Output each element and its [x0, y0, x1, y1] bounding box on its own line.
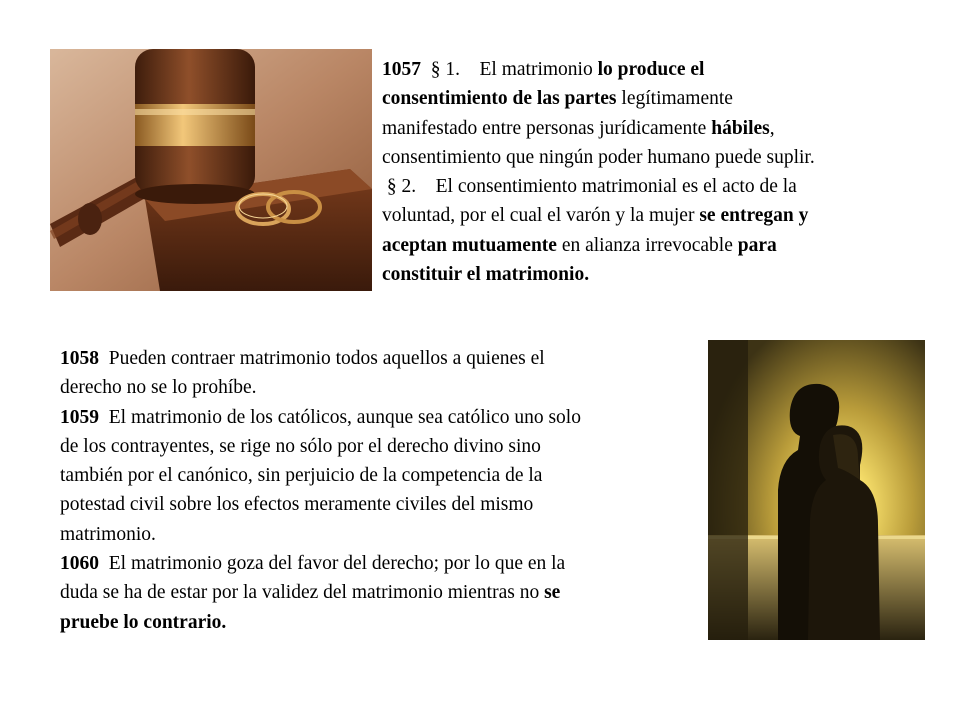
text-line	[382, 260, 815, 289]
bold-run: para	[737, 234, 777, 256]
bold-run: lo produce el	[597, 59, 705, 80]
bold-run: consentimiento de las partes	[382, 88, 617, 110]
text-line	[60, 403, 581, 432]
text-run: El matrimonio de los católicos, aunque sea católico uno solo	[99, 406, 581, 428]
bold-run: 1058	[60, 348, 99, 369]
text-line	[60, 432, 581, 461]
text-run: duda se ha de estar por la validez del matrimonio mientras no	[60, 582, 545, 604]
text-line	[382, 143, 815, 172]
text-line	[60, 520, 581, 549]
text-line	[60, 549, 581, 578]
text-run: Pueden contraer matrimonio todos aquellos a quienes el	[99, 348, 545, 369]
text-run: legítimamente	[616, 88, 733, 110]
text-line	[60, 344, 581, 373]
text-line	[60, 490, 581, 519]
text-run: El matrimonio goza del favor del derecho; por lo que en la	[99, 553, 566, 575]
text-line	[382, 201, 815, 230]
canons-1058-1060-text	[60, 344, 581, 637]
text-line	[382, 55, 815, 84]
bold-run: 1060	[60, 553, 99, 575]
text-line	[60, 608, 581, 637]
text-run: derecho no se lo prohíbe.	[60, 377, 257, 399]
text-line	[382, 114, 815, 143]
text-run: también por el canónico, sin perjuicio de la competencia de la	[60, 465, 543, 487]
text-run: § 2. El consentimiento matrimonial es el acto de la	[382, 176, 797, 198]
bold-run: 1057	[382, 59, 421, 80]
text-run: voluntad, por el cual el varón y la mujer	[382, 205, 700, 227]
text-run: de los contrayentes, se rige no sólo por el derecho divino sino	[60, 435, 541, 457]
bold-run: se entregan y	[699, 205, 809, 227]
text-run: ,	[769, 117, 775, 139]
text-run: manifestado entre personas jurídicamente	[382, 117, 712, 139]
text-run: en alianza irrevocable	[556, 234, 738, 256]
text-line	[60, 373, 581, 402]
canon-1057-text	[382, 55, 815, 289]
text-run: consentimiento que ningún poder humano puede suplir.	[382, 146, 815, 168]
text-run: § 1. El matrimonio	[421, 59, 598, 80]
bold-run: pruebe lo contrario.	[60, 611, 227, 633]
text-line	[382, 84, 815, 113]
text-line	[382, 172, 815, 201]
text-line	[382, 231, 815, 260]
bold-run: constituir el matrimonio.	[382, 264, 590, 286]
text-run: matrimonio.	[60, 523, 156, 545]
gavel-rings-image	[50, 49, 372, 291]
text-run: potestad civil sobre los efectos meramente civiles del mismo	[60, 494, 534, 516]
bold-run: aceptan mutuamente	[382, 234, 557, 256]
text-line	[60, 461, 581, 490]
bold-run: se	[544, 582, 561, 604]
text-line	[60, 578, 581, 607]
bold-run: 1059	[60, 406, 99, 428]
couple-sunset-image	[708, 340, 925, 640]
bold-run: hábiles	[711, 117, 770, 139]
